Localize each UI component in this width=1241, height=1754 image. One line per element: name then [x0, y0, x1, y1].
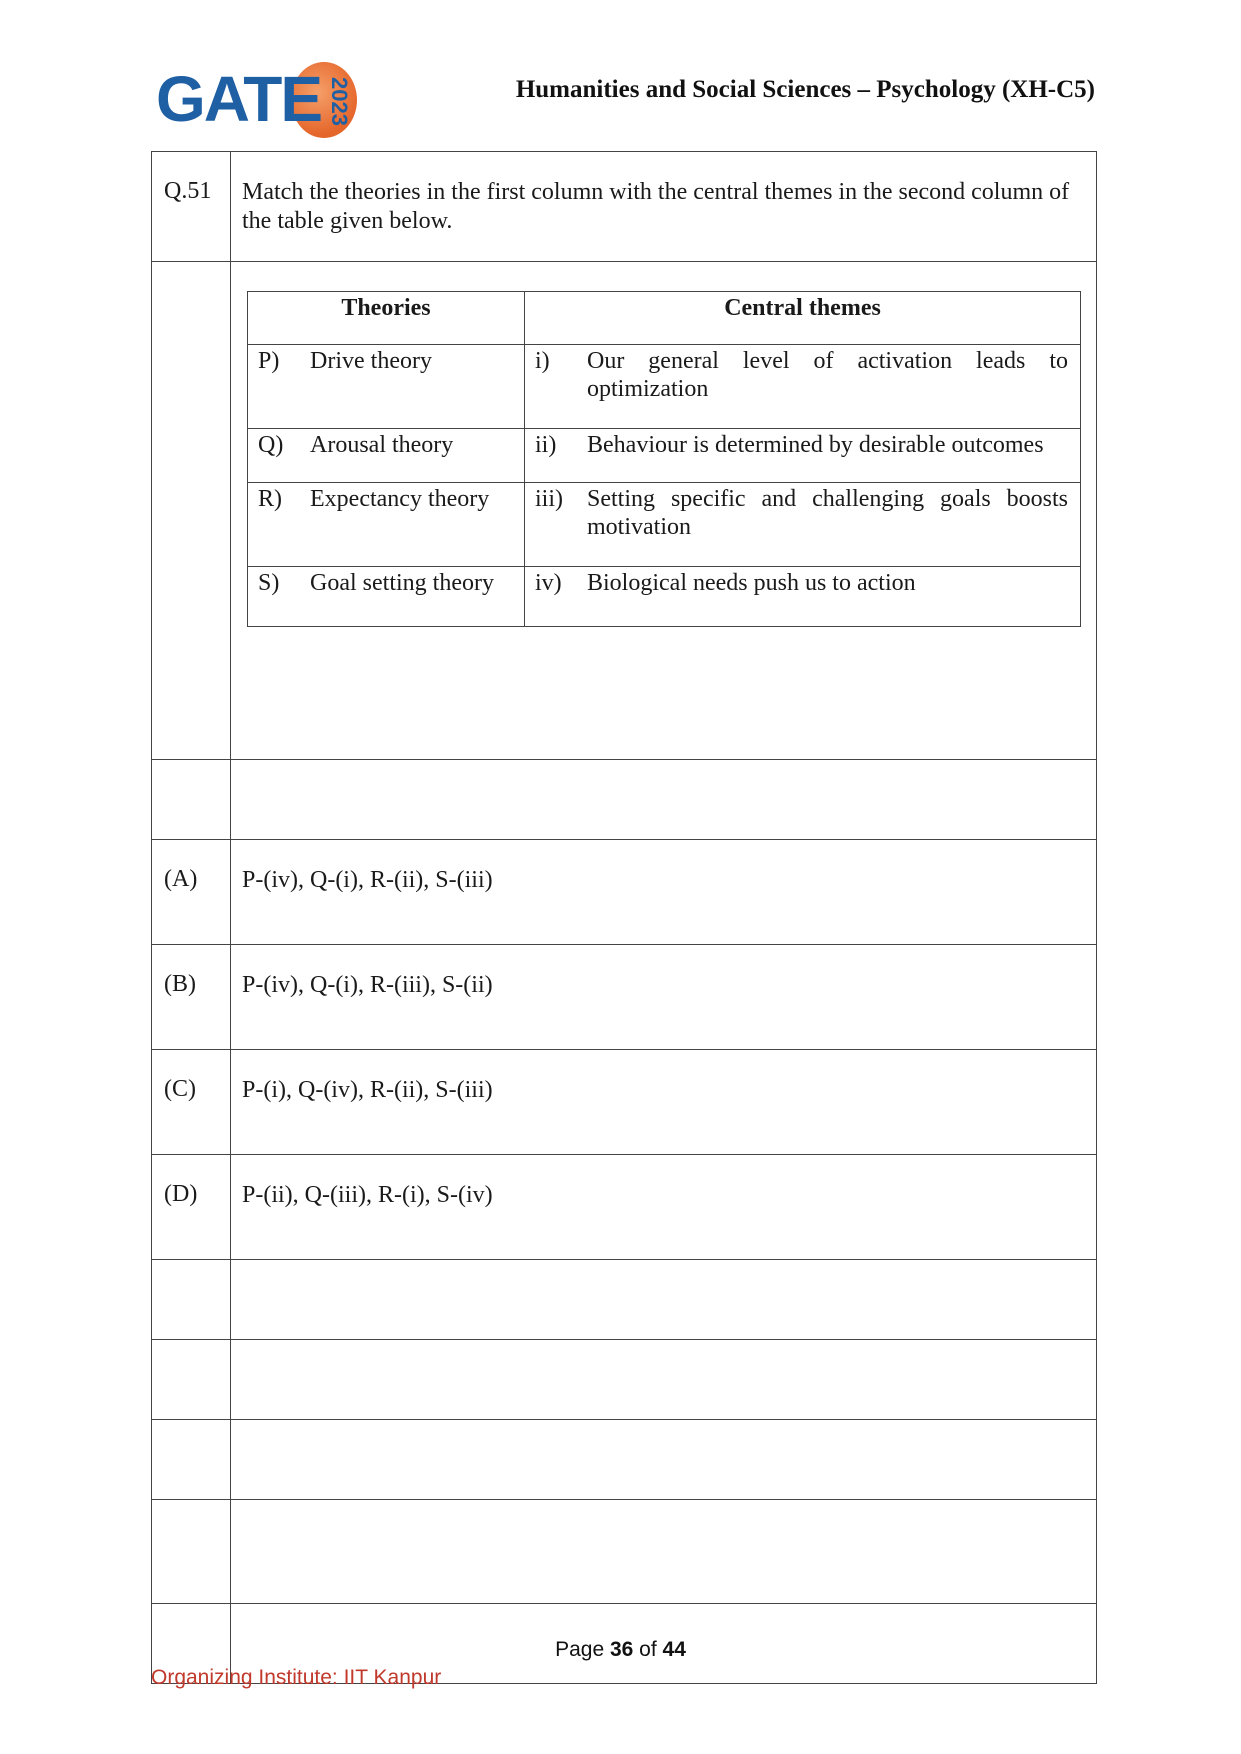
theory-name: Arousal theory [310, 432, 454, 458]
row-label: Q) [258, 432, 284, 458]
row-label: S) [258, 570, 280, 596]
paper-title: Humanities and Social Sciences – Psychology (XH-C5) [515, 76, 1095, 103]
organizing-institute: Organizing Institute: IIT Kanpur [151, 1666, 442, 1689]
match-table [247, 291, 1081, 627]
row-label: iii) [535, 486, 563, 512]
row-label: P) [258, 348, 280, 374]
question-text: Match the theories in the first column with the central themes in the second column of the table given below. [231, 152, 1097, 262]
gate-logo [156, 60, 356, 142]
option-label: (C) [152, 1050, 231, 1155]
row-label: R) [258, 486, 282, 512]
option-row[interactable] [152, 840, 1097, 945]
option-text: P-(iv), Q-(i), R-(ii), S-(iii) [231, 840, 1097, 945]
option-label: (A) [152, 840, 231, 945]
match-table-cell [231, 262, 1097, 760]
question-number: Q.51 [152, 152, 231, 262]
question-frame [151, 151, 1097, 1684]
option-label: (B) [152, 945, 231, 1050]
theory-name: Expectancy theory [310, 486, 490, 512]
total-pages: 44 [662, 1638, 686, 1661]
table-row [248, 483, 1081, 567]
option-text: P-(i), Q-(iv), R-(ii), S-(iii) [231, 1050, 1097, 1155]
page-number: Page 36 of 44 [555, 1638, 686, 1661]
option-text: P-(iv), Q-(i), R-(iii), S-(ii) [231, 945, 1097, 1050]
option-text: P-(ii), Q-(iii), R-(i), S-(iv) [231, 1155, 1097, 1260]
theory-name: Drive theory [310, 348, 432, 374]
theme-text: Behaviour is determined by desirable outcomes [587, 432, 1044, 458]
row-label: ii) [535, 432, 557, 458]
row-label: iv) [535, 570, 562, 596]
option-label: (D) [152, 1155, 231, 1260]
current-page: 36 [609, 1638, 634, 1661]
theme-text: Our general level of activation leads to optimization [587, 348, 1068, 402]
row-label: i) [535, 348, 550, 374]
column-header-theories: Theories [248, 292, 525, 345]
theme-text: Setting specific and challenging goals boosts motivation [587, 486, 1068, 540]
logo-year: 2023 [327, 76, 352, 126]
logo-text: GATE [156, 63, 322, 135]
table-row [248, 429, 1081, 483]
theme-text: Biological needs push us to action [587, 570, 916, 596]
table-row [248, 345, 1081, 429]
option-row[interactable] [152, 1155, 1097, 1260]
theory-name: Goal setting theory [310, 570, 494, 596]
column-header-themes: Central themes [525, 292, 1081, 345]
option-row[interactable] [152, 945, 1097, 1050]
option-row[interactable] [152, 1050, 1097, 1155]
table-row [248, 567, 1081, 627]
